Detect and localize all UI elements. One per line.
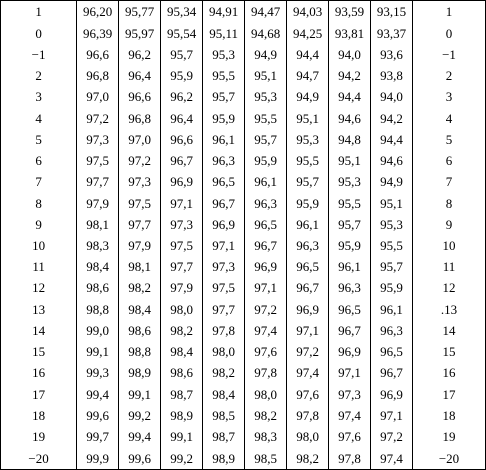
table-cell: 94,8: [329, 129, 371, 150]
row-label-left: 12: [1, 277, 77, 298]
table-cell: 99,6: [77, 405, 119, 426]
table-cell: 97,4: [329, 405, 371, 426]
table-cell: 93,8: [371, 65, 413, 86]
table-cell: 99,3: [77, 362, 119, 383]
table-cell: 97,4: [245, 320, 287, 341]
table-cell: 98,5: [245, 447, 287, 469]
table-cell: 98,8: [119, 341, 161, 362]
table-cell: 98,7: [161, 384, 203, 405]
table-cell: 98,0: [287, 426, 329, 447]
table-row: [1, 384, 486, 405]
table-row: [1, 23, 486, 44]
row-label-right: −1: [413, 44, 486, 65]
table-cell: 95,3: [203, 44, 245, 65]
row-label-left: 16: [1, 362, 77, 383]
table-cell: 98,4: [119, 299, 161, 320]
table-cell: 95,5: [203, 65, 245, 86]
table-cell: 95,1: [371, 192, 413, 213]
table-cell: 98,9: [203, 447, 245, 469]
table-cell: 97,6: [287, 384, 329, 405]
table-row: [1, 277, 486, 298]
table-cell: 94,91: [203, 1, 245, 23]
row-label-right: 9: [413, 214, 486, 235]
table-cell: 96,7: [371, 362, 413, 383]
table-cell: 95,1: [245, 65, 287, 86]
table-cell: 96,5: [287, 256, 329, 277]
row-label-left: 17: [1, 384, 77, 405]
table-cell: 97,3: [119, 171, 161, 192]
table-cell: 96,7: [329, 320, 371, 341]
table-cell: 99,1: [119, 384, 161, 405]
table-cell: 94,4: [371, 129, 413, 150]
row-label-left: 1: [1, 1, 77, 23]
table-cell: 98,7: [203, 426, 245, 447]
table-cell: 95,77: [119, 1, 161, 23]
row-label-right: 14: [413, 320, 486, 341]
row-label-right: 8: [413, 192, 486, 213]
row-label-right: 6: [413, 150, 486, 171]
table-cell: 97,8: [287, 405, 329, 426]
table-cell: 98,0: [161, 299, 203, 320]
table-cell: 94,0: [329, 44, 371, 65]
table-cell: 95,7: [245, 129, 287, 150]
table-cell: 98,6: [77, 277, 119, 298]
table-cell: 94,6: [371, 150, 413, 171]
row-label-right: 15: [413, 341, 486, 362]
table-cell: 95,1: [329, 150, 371, 171]
table-cell: 94,4: [287, 44, 329, 65]
row-label-left: 10: [1, 235, 77, 256]
table-cell: 97,2: [77, 107, 119, 128]
table-cell: 95,3: [245, 86, 287, 107]
table-cell: 97,0: [119, 129, 161, 150]
table-cell: 97,7: [119, 214, 161, 235]
row-label-right: 5: [413, 129, 486, 150]
table-row: [1, 362, 486, 383]
table-cell: 95,9: [245, 150, 287, 171]
table-cell: 97,1: [245, 277, 287, 298]
table-cell: 98,2: [203, 362, 245, 383]
table-cell: 96,5: [371, 341, 413, 362]
table-cell: 99,7: [77, 426, 119, 447]
table-cell: 96,4: [119, 65, 161, 86]
table-cell: 95,9: [371, 277, 413, 298]
table-row: [1, 44, 486, 65]
table-cell: 96,3: [203, 150, 245, 171]
row-label-left: 0: [1, 23, 77, 44]
table-cell: 98,9: [119, 362, 161, 383]
row-label-left: 2: [1, 65, 77, 86]
table-cell: 97,2: [371, 426, 413, 447]
table-cell: 97,0: [77, 86, 119, 107]
table-cell: 99,4: [119, 426, 161, 447]
table-cell: 98,9: [161, 405, 203, 426]
table-cell: 96,9: [329, 341, 371, 362]
row-label-left: 13: [1, 299, 77, 320]
table-cell: 95,34: [161, 1, 203, 23]
table-cell: 97,2: [245, 299, 287, 320]
table-cell: 94,68: [245, 23, 287, 44]
table-cell: 94,25: [287, 23, 329, 44]
table-cell: 97,7: [161, 256, 203, 277]
table-cell: 96,5: [329, 299, 371, 320]
table-cell: 95,3: [287, 129, 329, 150]
table-cell: 99,6: [119, 447, 161, 469]
table-cell: 97,1: [329, 362, 371, 383]
table-cell: 97,6: [245, 341, 287, 362]
table-row: [1, 171, 486, 192]
table-cell: 95,5: [287, 150, 329, 171]
table-cell: 95,9: [287, 192, 329, 213]
table-cell: 96,6: [161, 129, 203, 150]
row-label-left: 19: [1, 426, 77, 447]
row-label-left: −1: [1, 44, 77, 65]
table-cell: 97,5: [203, 277, 245, 298]
table-cell: 96,3: [245, 192, 287, 213]
table-cell: 97,1: [203, 235, 245, 256]
table-cell: 94,7: [287, 65, 329, 86]
row-label-right: 11: [413, 256, 486, 277]
table-cell: 98,2: [287, 447, 329, 469]
table-cell: 99,9: [77, 447, 119, 469]
table-cell: 96,7: [245, 235, 287, 256]
table-row: [1, 129, 486, 150]
table-row: [1, 320, 486, 341]
table-cell: 94,9: [287, 86, 329, 107]
table-body: [1, 1, 486, 470]
table-cell: 96,1: [203, 129, 245, 150]
table-cell: 96,9: [371, 384, 413, 405]
table-cell: 95,7: [371, 256, 413, 277]
table-cell: 96,6: [77, 44, 119, 65]
table-cell: 95,7: [203, 86, 245, 107]
table-cell: 97,5: [161, 235, 203, 256]
table-cell: 96,7: [203, 192, 245, 213]
table-cell: 95,9: [161, 65, 203, 86]
table-cell: 98,2: [245, 405, 287, 426]
table-cell: 98,2: [119, 277, 161, 298]
table-row: [1, 341, 486, 362]
table-cell: 97,5: [119, 192, 161, 213]
row-label-right: 16: [413, 362, 486, 383]
table-cell: 94,2: [329, 65, 371, 86]
table-cell: 99,2: [161, 447, 203, 469]
row-label-left: 14: [1, 320, 77, 341]
table-row: [1, 426, 486, 447]
table-row: [1, 65, 486, 86]
table-cell: 96,7: [161, 150, 203, 171]
table-cell: 99,0: [77, 320, 119, 341]
row-label-right: 3: [413, 86, 486, 107]
table-cell: 98,0: [203, 341, 245, 362]
row-label-right: 19: [413, 426, 486, 447]
row-label-right: 0: [413, 23, 486, 44]
table-cell: 95,9: [329, 235, 371, 256]
table-cell: 97,7: [77, 171, 119, 192]
table-cell: 99,1: [77, 341, 119, 362]
row-label-left: 5: [1, 129, 77, 150]
row-label-right: 7: [413, 171, 486, 192]
row-label-right: .13: [413, 299, 486, 320]
table-cell: 96,1: [371, 299, 413, 320]
table-cell: 97,9: [77, 192, 119, 213]
table-cell: 94,9: [371, 171, 413, 192]
table-cell: 97,9: [119, 235, 161, 256]
table-row: [1, 1, 486, 23]
table-cell: 97,8: [329, 447, 371, 469]
table-cell: 97,8: [203, 320, 245, 341]
table-cell: 94,9: [245, 44, 287, 65]
table-cell: 97,4: [287, 362, 329, 383]
table-cell: 97,9: [161, 277, 203, 298]
table-cell: 97,3: [161, 214, 203, 235]
table-row: [1, 107, 486, 128]
table-cell: 98,5: [203, 405, 245, 426]
table-cell: 99,1: [161, 426, 203, 447]
row-label-right: −20: [413, 447, 486, 469]
table-cell: 96,8: [77, 65, 119, 86]
table-cell: 98,6: [161, 362, 203, 383]
table-cell: 94,47: [245, 1, 287, 23]
table-cell: 95,3: [329, 171, 371, 192]
row-label-right: 10: [413, 235, 486, 256]
row-label-left: 3: [1, 86, 77, 107]
table-cell: 96,5: [245, 214, 287, 235]
row-label-right: 12: [413, 277, 486, 298]
table-cell: 97,2: [119, 150, 161, 171]
table-cell: 97,1: [371, 405, 413, 426]
table-cell: 97,7: [203, 299, 245, 320]
table-cell: 96,1: [287, 214, 329, 235]
table-cell: 99,2: [119, 405, 161, 426]
table-cell: 95,11: [203, 23, 245, 44]
table-cell: 98,4: [203, 384, 245, 405]
table-cell: 95,9: [203, 107, 245, 128]
table-row: [1, 150, 486, 171]
table-cell: 96,6: [119, 86, 161, 107]
table-cell: 96,9: [245, 256, 287, 277]
table-cell: 93,15: [371, 1, 413, 23]
table-cell: 98,4: [161, 341, 203, 362]
table-cell: 93,59: [329, 1, 371, 23]
table-cell: 97,1: [287, 320, 329, 341]
table-cell: 96,5: [203, 171, 245, 192]
table-cell: 94,2: [371, 107, 413, 128]
table-cell: 95,7: [287, 171, 329, 192]
table-cell: 95,5: [371, 235, 413, 256]
table-cell: 98,3: [245, 426, 287, 447]
table-row: [1, 256, 486, 277]
table-row: [1, 214, 486, 235]
table-cell: 97,3: [203, 256, 245, 277]
table-cell: 95,97: [119, 23, 161, 44]
row-label-left: 7: [1, 171, 77, 192]
table-cell: 98,8: [77, 299, 119, 320]
table-row: [1, 299, 486, 320]
table-row: [1, 405, 486, 426]
table-cell: 97,2: [287, 341, 329, 362]
table-cell: 96,4: [161, 107, 203, 128]
row-label-right: 17: [413, 384, 486, 405]
table-cell: 95,7: [161, 44, 203, 65]
table-row: [1, 447, 486, 469]
table-cell: 98,2: [161, 320, 203, 341]
table-cell: 96,2: [119, 44, 161, 65]
table-cell: 97,8: [245, 362, 287, 383]
row-label-left: 9: [1, 214, 77, 235]
table-cell: 94,6: [329, 107, 371, 128]
table-cell: 95,5: [245, 107, 287, 128]
table-cell: 97,6: [329, 426, 371, 447]
table-cell: 93,37: [371, 23, 413, 44]
row-label-right: 2: [413, 65, 486, 86]
table-cell: 96,7: [287, 277, 329, 298]
row-label-left: 6: [1, 150, 77, 171]
table-cell: 99,4: [77, 384, 119, 405]
table-cell: 97,5: [77, 150, 119, 171]
row-label-right: 18: [413, 405, 486, 426]
row-label-right: 1: [413, 1, 486, 23]
table-cell: 96,1: [329, 256, 371, 277]
row-label-left: 8: [1, 192, 77, 213]
row-label-left: 15: [1, 341, 77, 362]
table-cell: 98,6: [119, 320, 161, 341]
table-cell: 94,4: [329, 86, 371, 107]
table-cell: 94,03: [287, 1, 329, 23]
table-cell: 97,4: [371, 447, 413, 469]
table-cell: 98,4: [77, 256, 119, 277]
table-cell: 96,9: [203, 214, 245, 235]
row-label-left: −20: [1, 447, 77, 469]
table-cell: 97,3: [77, 129, 119, 150]
row-label-left: 4: [1, 107, 77, 128]
table-cell: 98,1: [119, 256, 161, 277]
row-label-left: 18: [1, 405, 77, 426]
table-row: [1, 86, 486, 107]
table-cell: 94,0: [371, 86, 413, 107]
table-cell: 93,81: [329, 23, 371, 44]
table-cell: 95,3: [371, 214, 413, 235]
table-cell: 97,1: [161, 192, 203, 213]
table-cell: 95,5: [329, 192, 371, 213]
table-cell: 95,7: [329, 214, 371, 235]
table-cell: 96,3: [329, 277, 371, 298]
table-cell: 96,1: [245, 171, 287, 192]
table-cell: 96,20: [77, 1, 119, 23]
table-cell: 97,3: [329, 384, 371, 405]
row-label-right: 4: [413, 107, 486, 128]
table-cell: 96,3: [287, 235, 329, 256]
table-cell: 96,8: [119, 107, 161, 128]
table-row: [1, 192, 486, 213]
table-cell: 98,0: [245, 384, 287, 405]
table-cell: 95,54: [161, 23, 203, 44]
table-cell: 98,3: [77, 235, 119, 256]
table-cell: 93,6: [371, 44, 413, 65]
table-cell: 96,9: [161, 171, 203, 192]
table-cell: 98,1: [77, 214, 119, 235]
table-cell: 96,9: [287, 299, 329, 320]
table-cell: 96,39: [77, 23, 119, 44]
table-cell: 96,2: [161, 86, 203, 107]
row-label-left: 11: [1, 256, 77, 277]
table-cell: 95,1: [287, 107, 329, 128]
table-cell: 96,3: [371, 320, 413, 341]
table-row: [1, 235, 486, 256]
